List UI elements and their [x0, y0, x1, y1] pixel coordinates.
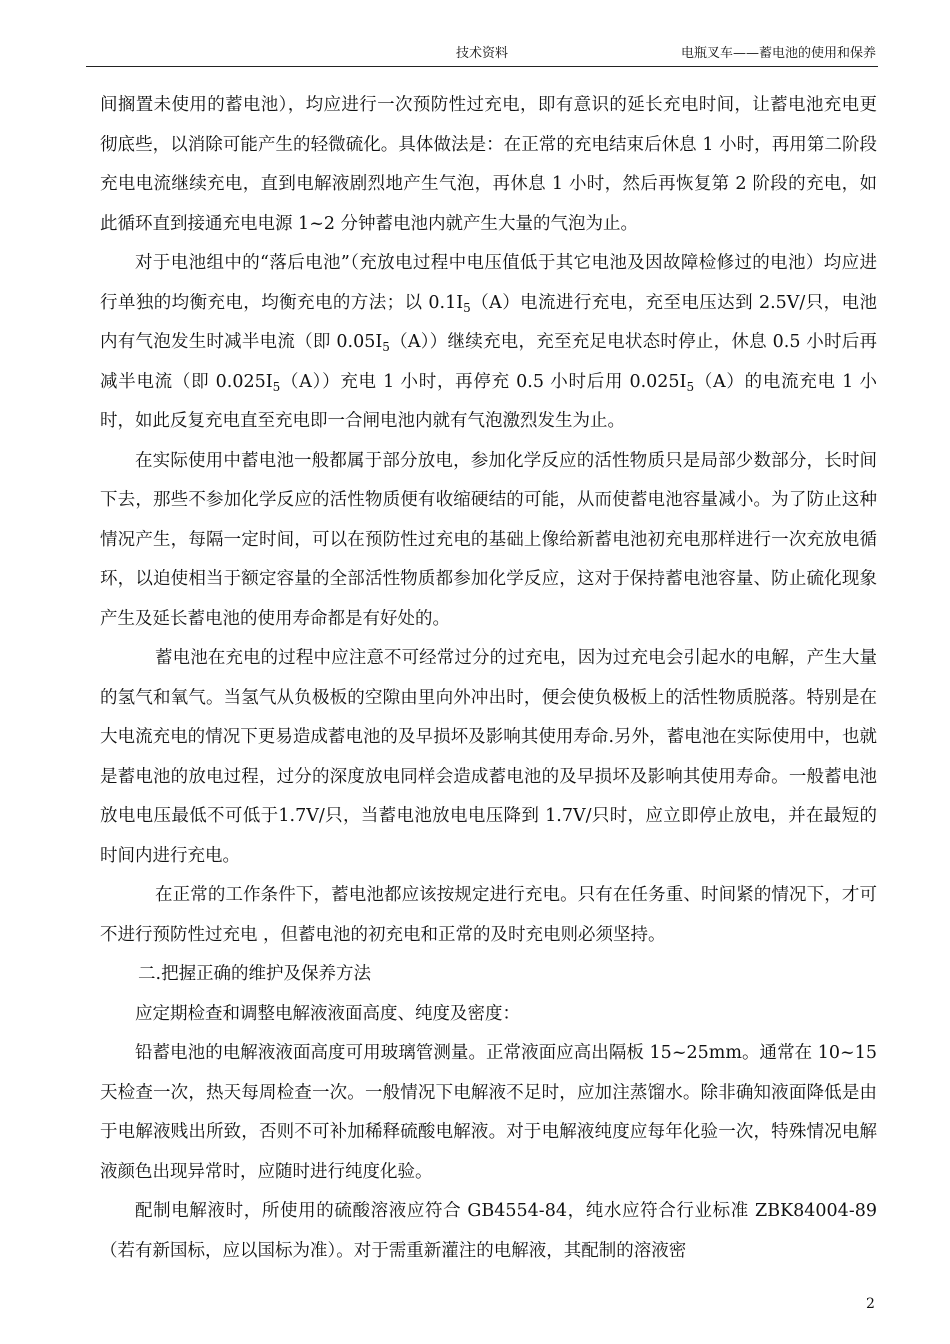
paragraph-electrolyte-preparation: 配制电解液时，所使用的硫酸溶液应符合 GB4554-84，纯水应符合行业标准 ZBK84004-89（若有新国标，应以国标为准）。对于需重新灌注的电解液，其配制的溶液密	[100, 1201, 877, 1261]
header-left-title: 技术资料	[456, 46, 509, 61]
paragraph-partial-discharge: 在实际使用中蓄电池一般都属于部分放电，参加化学反应的活性物质只是局部少数部分，长时间下去，那些不参加化学反应的活性物质便有收缩硬结的可能，从而使蓄电池容量减小。为了防止这种情况产生，每隔一定时间，可以在预防性过充电的基础上像给新蓄电池初充电那样进行一次充放电循环，以迫使相当于额定容量的全部活性物质都参加化学反应，这对于保持蓄电池容量、防止硫化现象产生及延长蓄电池的使用寿命都是有好处的。	[100, 450, 877, 629]
header-divider	[86, 66, 878, 67]
subscript-5: 5	[686, 379, 695, 394]
paragraph-overcharge-warning: 蓄电池在充电的过程中应注意不可经常过分的过充电，因为过充电会引起水的电解，产生大量的氢气和氧气。当氢气从负极板的空隙由里向外冲出时，便会使负极板上的活性物质脱落。特别是在大电流充电的情况下更易造成蓄电池的及早损坏及影响其使用寿命.另外，蓄电池在实际使用中，也就是蓄电池的放电过程，过分的深度放电同样会造成蓄电池的及早损坏及影响其使用寿命。一般蓄电池放电电压最低不可低于1.7V/只，当蓄电池放电电压降到 1.7V/只时，应立即停止放电，并在最短的时间内进行充电。	[100, 648, 877, 866]
paragraph-electrolyte-level: 铅蓄电池的电解液液面高度可用玻璃管测量。正常液面应高出隔板 15~25mm。通常在 10~15 天检查一次，热天每周检查一次。一般情况下电解液不足时，应加注蒸馏水。除非确知液面降低是由于电解液贱出所致，否则不可补加稀释硫酸电解液。对于电解液纯度应每年化验一次，特殊情况电解液颜色出现异常时，应随时进行纯度化验。	[100, 1043, 877, 1182]
subscript-5: 5	[272, 379, 281, 394]
balance-charge-text-c: （A））继续充电，充至充足电状态时停止，休息 0.5 小时后再减半电流（即 0.025I	[100, 332, 877, 392]
paragraph-normal-conditions: 在正常的工作条件下，蓄电池都应该按规定进行充电。只有在任务重、时间紧的情况下，才可不进行预防性过充电 ，但蓄电池的初充电和正常的及时充电则必须坚持。	[100, 885, 877, 945]
header-right-title: 电瓶叉车——蓄电池的使用和保养	[680, 46, 876, 61]
paragraph-overcharge-method: 间搁置未使用的蓄电池），均应进行一次预防性过充电，即有意识的延长充电时间，让蓄电池充电更彻底些，以消除可能产生的轻微硫化。具体做法是：在正常的充电结束后休息 1 小时，再用第二阶段充电电流继续充电，直到电解液剧烈地产生气泡，再休息 1 小时，然后再恢复第 2 阶段的充电，如此循环直到接通充电电源 1~2 分钟蓄电池内就产生大量的气泡为止。	[100, 95, 877, 234]
subscript-5: 5	[463, 300, 471, 315]
subscript-5: 5	[382, 340, 390, 354]
document-body	[100, 86, 877, 1271]
paragraph-periodic-check: 应定期检查和调整电解液液面高度、纯度及密度：	[135, 1003, 520, 1024]
page-header	[86, 44, 878, 64]
section-heading-maintenance: 二.把握正确的维护及保养方法	[138, 964, 372, 984]
balance-charge-text-a: 对于电池组中的“落后电池”（充放电过程中电压值低于其它电池及因故障检修过的电池）均应进行单独的均衡充电，均衡充电的方法；以 0.1I	[100, 253, 877, 313]
balance-charge-text-e: （A）的电流充电 1 小时，如此反复充电直至充电即一合闸电池内就有气泡激烈发生为止。	[100, 371, 877, 431]
page-number: 2	[866, 1296, 875, 1312]
balance-charge-text-d: （A））充电 1 小时，再停充 0.5 小时后用 0.025I	[280, 371, 687, 392]
balance-charge-text-b: （A）电流进行充电，充至电压达到 2.5V/只，电池内有气泡发生时减半电流（即 0.05I	[100, 292, 877, 352]
paragraph-balance-charge	[100, 244, 877, 442]
